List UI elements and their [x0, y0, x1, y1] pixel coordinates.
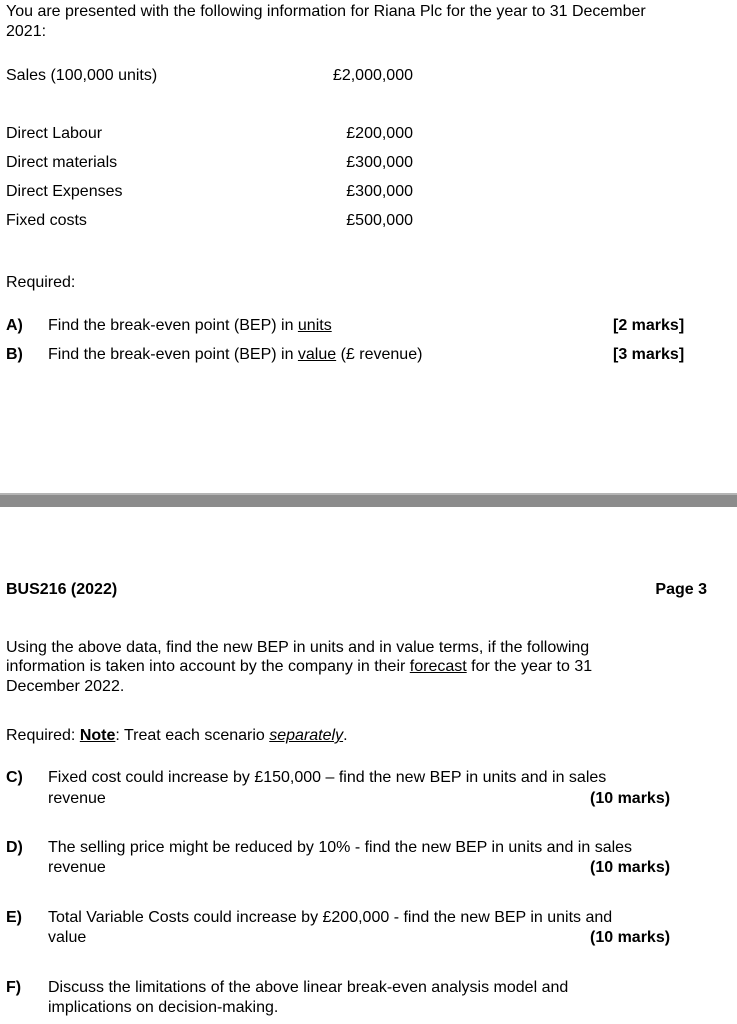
- scenario-intro-forecast: forecast: [409, 658, 467, 675]
- part-b-text: [48, 345, 422, 365]
- part-b-text-main: Find the break-even point (BEP) in: [48, 346, 298, 363]
- intro-line-2: 2021:: [6, 23, 47, 40]
- scenario-intro-line-2-pre: information is taken into account by the company in their: [6, 658, 410, 675]
- scenario-intro-line-2-post: for the year to 31: [466, 658, 593, 675]
- page-divider-highlight: [0, 493, 737, 495]
- required-note: [6, 726, 348, 746]
- scenario-intro-line-1: Using the above data, find the new BEP in units and in value terms, if the following: [6, 639, 590, 656]
- part-a-letter: A): [6, 317, 23, 334]
- cost-value: £200,000: [346, 125, 413, 142]
- part-b-text-after: (£ revenue): [336, 346, 423, 363]
- cost-value: £300,000: [346, 183, 413, 200]
- page-divider: [0, 493, 737, 507]
- sales-label: Sales (100,000 units): [6, 67, 158, 84]
- part-e-marks: (10 marks): [590, 929, 671, 946]
- cost-label: Direct materials: [6, 154, 118, 171]
- part-a-underlined: units: [297, 317, 332, 334]
- part-d-line-2: revenue: [48, 859, 106, 876]
- part-d-marks: (10 marks): [590, 859, 671, 876]
- cost-value: £300,000: [346, 154, 413, 171]
- part-c-letter: C): [6, 769, 23, 786]
- required-note-separately: separately: [269, 727, 344, 744]
- cost-label: Fixed costs: [6, 212, 87, 229]
- part-a-text-main: Find the break-even point (BEP) in: [48, 317, 298, 334]
- part-b-underlined: value: [297, 346, 337, 363]
- part-c-line-1: Fixed cost could increase by £150,000 – find the new BEP in units and in sales: [48, 769, 607, 786]
- page-number: Page 3: [655, 581, 707, 598]
- part-b-letter: B): [6, 346, 23, 363]
- required-note-post: .: [343, 727, 348, 744]
- required-note-mid: : Treat each scenario: [115, 727, 270, 744]
- part-a-text: [48, 316, 332, 336]
- part-e-line-1: Total Variable Costs could increase by £200,000 - find the new BEP in units and: [48, 909, 613, 926]
- part-d-line-1: The selling price might be reduced by 10% - find the new BEP in units and in sales: [48, 839, 633, 856]
- part-d-letter: D): [6, 839, 23, 856]
- required-heading: Required:: [6, 274, 76, 291]
- course-code: BUS216 (2022): [6, 581, 118, 598]
- cost-value: £500,000: [346, 212, 413, 229]
- part-f-letter: F): [6, 979, 22, 996]
- part-e-letter: E): [6, 909, 22, 926]
- part-f-line-2: implications on decision-making.: [48, 999, 279, 1016]
- part-c-marks: (10 marks): [590, 790, 671, 807]
- required-note-pre: Required:: [6, 727, 80, 744]
- part-b-marks: [3 marks]: [613, 346, 685, 363]
- part-e-line-2: value: [48, 929, 87, 946]
- required-note-note: Note: [79, 727, 116, 744]
- part-c-line-2: revenue: [48, 790, 106, 807]
- part-a-marks: [2 marks]: [613, 317, 685, 334]
- cost-label: Direct Expenses: [6, 183, 123, 200]
- cost-label: Direct Labour: [6, 125, 103, 142]
- intro-line-1: You are presented with the following information for Riana Plc for the year to 31 December: [6, 3, 646, 20]
- sales-value: £2,000,000: [332, 67, 413, 84]
- scenario-intro-line-2: [6, 657, 592, 677]
- scenario-intro-line-3: December 2022.: [6, 678, 125, 695]
- part-f-line-1: Discuss the limitations of the above linear break-even analysis model and: [48, 979, 569, 996]
